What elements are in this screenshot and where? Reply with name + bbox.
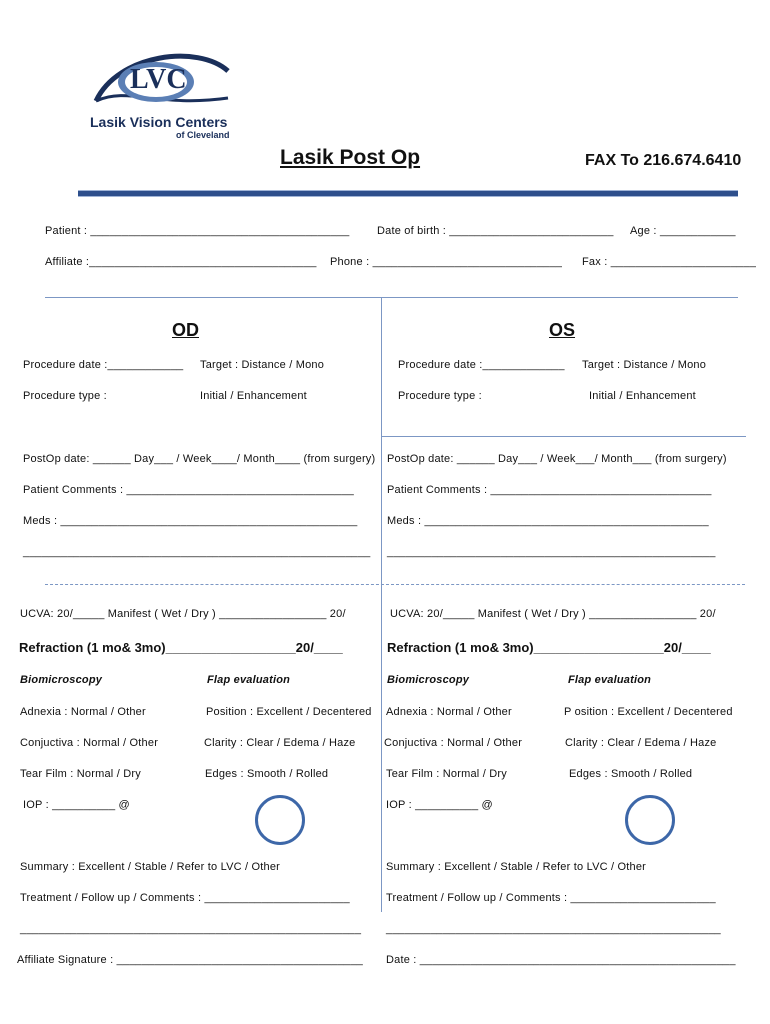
os-procedure-date[interactable]: Procedure date :_____________ <box>398 359 565 371</box>
logo-sub: of Cleveland <box>176 130 230 140</box>
date-field[interactable]: Date : __________________________________________________ <box>386 954 736 966</box>
center-divider <box>381 298 382 912</box>
os-postop-date[interactable]: PostOp date: ______ Day___ / Week___/ Month___ (from surgery) <box>387 453 727 465</box>
os-edges[interactable]: Edges : Smooth / Rolled <box>569 768 693 780</box>
od-heading: OD <box>172 320 199 340</box>
od-refraction[interactable]: Refraction (1 mo& 3mo)__________________20/____ <box>19 640 343 655</box>
section-divider-3 <box>45 584 745 585</box>
os-target[interactable]: Target : Distance / Mono <box>582 359 707 371</box>
od-initial-enhancement[interactable]: Initial / Enhancement <box>200 390 307 402</box>
od-summary[interactable]: Summary : Excellent / Stable / Refer to LVC / Other <box>20 861 281 873</box>
od-conjuctiva[interactable]: Conjuctiva : Normal / Other <box>20 737 159 749</box>
od-iop[interactable]: IOP : __________ @ <box>23 799 130 811</box>
os-procedure-type: Procedure type : <box>398 390 482 402</box>
od-postop-date[interactable]: PostOp date: ______ Day___ / Week____/ Month____ (from surgery) <box>23 453 376 465</box>
os-biomicroscopy-label: Biomicroscopy <box>387 674 470 686</box>
od-meds[interactable]: Meds : _______________________________________________ <box>23 515 358 527</box>
os-heading: OS <box>549 320 576 340</box>
age-field[interactable]: Age : ____________ <box>630 225 736 237</box>
od-eye-diagram-circle[interactable] <box>255 795 305 845</box>
os-position[interactable]: P osition : Excellent / Decentered <box>564 706 733 718</box>
od-adnexia[interactable]: Adnexia : Normal / Other <box>20 706 146 718</box>
os-initial-enhancement[interactable]: Initial / Enhancement <box>589 390 696 402</box>
os-tear-film[interactable]: Tear Film : Normal / Dry <box>386 768 507 780</box>
os-refraction[interactable]: Refraction (1 mo& 3mo)__________________20/____ <box>387 640 711 655</box>
section-divider-1 <box>45 297 738 298</box>
os-eye-diagram-circle[interactable] <box>625 795 675 845</box>
dob-field[interactable]: Date of birth : __________________________ <box>377 225 614 237</box>
os-patient-comments[interactable]: Patient Comments : ___________________________________ <box>387 484 712 496</box>
od-procedure-type: Procedure type : <box>23 390 107 402</box>
od-treatment[interactable]: Treatment / Follow up / Comments : _______________________ <box>20 892 350 904</box>
od-target[interactable]: Target : Distance / Mono <box>200 359 325 371</box>
os-iop[interactable]: IOP : __________ @ <box>386 799 493 811</box>
od-meds-line[interactable]: _______________________________________________________ <box>23 546 371 558</box>
os-conjuctiva[interactable]: Conjuctiva : Normal / Other <box>384 737 523 749</box>
os-adnexia[interactable]: Adnexia : Normal / Other <box>386 706 512 718</box>
od-position[interactable]: Position : Excellent / Decentered <box>206 706 372 718</box>
section-divider-2 <box>382 436 746 437</box>
logo-name: Lasik Vision Centers <box>90 114 228 130</box>
od-flap-label: Flap evaluation <box>207 674 291 686</box>
logo <box>88 46 238 146</box>
os-treatment-line[interactable]: _____________________________________________________ <box>386 923 721 935</box>
od-tear-film[interactable]: Tear Film : Normal / Dry <box>20 768 141 780</box>
os-flap-label: Flap evaluation <box>568 674 652 686</box>
form-title: Lasik Post Op <box>280 146 421 169</box>
od-treatment-line[interactable]: ______________________________________________________ <box>20 923 362 935</box>
od-procedure-date[interactable]: Procedure date :____________ <box>23 359 184 371</box>
od-edges[interactable]: Edges : Smooth / Rolled <box>205 768 329 780</box>
affiliate-field[interactable]: Affiliate :____________________________________ <box>45 256 317 268</box>
patient-field[interactable]: Patient : _________________________________________ <box>45 225 350 237</box>
od-ucva[interactable]: UCVA: 20/_____ Manifest ( Wet / Dry ) _________________ 20/ <box>20 608 346 620</box>
os-ucva[interactable]: UCVA: 20/_____ Manifest ( Wet / Dry ) _________________ 20/ <box>390 608 716 620</box>
od-biomicroscopy-label: Biomicroscopy <box>20 674 103 686</box>
fax-field[interactable]: Fax : _______________________ <box>582 256 757 268</box>
os-treatment[interactable]: Treatment / Follow up / Comments : _______________________ <box>386 892 716 904</box>
os-summary[interactable]: Summary : Excellent / Stable / Refer to LVC / Other <box>386 861 647 873</box>
os-clarity[interactable]: Clarity : Clear / Edema / Haze <box>565 737 717 749</box>
od-patient-comments[interactable]: Patient Comments : ____________________________________ <box>23 484 354 496</box>
header-divider <box>78 190 738 197</box>
fax-number: FAX To 216.674.6410 <box>585 152 742 169</box>
od-clarity[interactable]: Clarity : Clear / Edema / Haze <box>204 737 356 749</box>
phone-field[interactable]: Phone : ______________________________ <box>330 256 563 268</box>
os-meds[interactable]: Meds : _____________________________________________ <box>387 515 709 527</box>
logo-initials: LVC <box>130 64 187 95</box>
os-meds-line[interactable]: ____________________________________________________ <box>387 546 716 558</box>
affiliate-signature[interactable]: Affiliate Signature : _______________________________________ <box>17 954 363 966</box>
